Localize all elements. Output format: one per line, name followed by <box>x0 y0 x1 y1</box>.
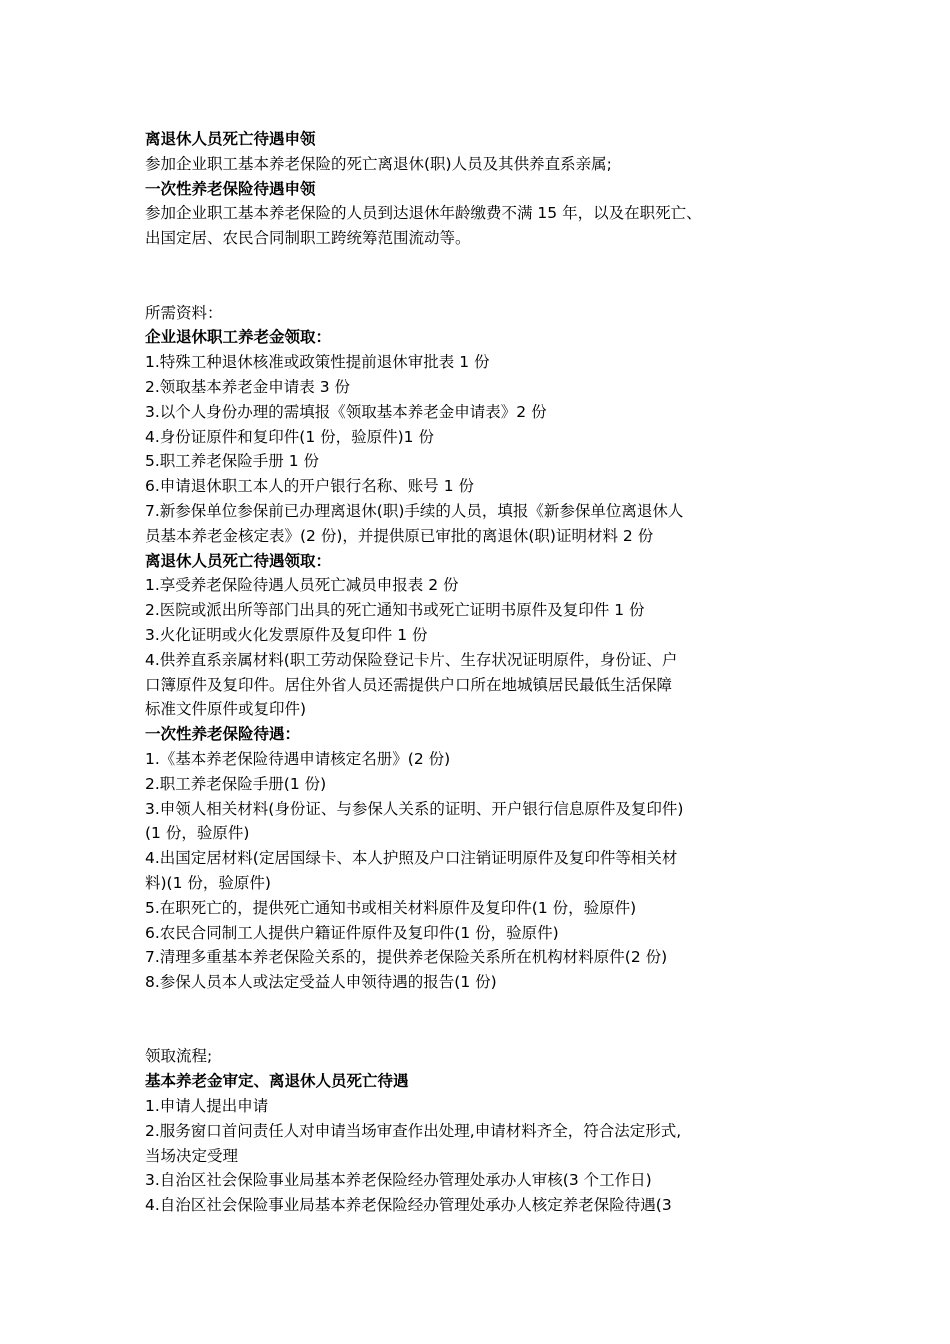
list-item: 3.自治区社会保险事业局基本养老保险经办管理处承办人审核(3 个工作日) <box>145 1171 652 1190</box>
list-item: 2.领取基本养老金申请表 3 份 <box>145 377 351 396</box>
list-item: 口簿原件及复印件。居住外省人员还需提供户口所在地城镇居民最低生活保障 <box>145 675 673 694</box>
list-item: 1.《基本养老保险待遇申请核定名册》(2 份) <box>145 749 451 768</box>
list-item: 5.职工养老保险手册 1 份 <box>145 452 320 471</box>
paragraph-line: 出国定居、农民合同制职工跨统筹范围流动等。 <box>145 229 471 248</box>
list-item: (1 份，验原件) <box>145 824 250 843</box>
list-item: 1.特殊工种退休核准或政策性提前退休审批表 1 份 <box>145 353 490 372</box>
group-heading: 离退休人员死亡待遇领取： <box>145 551 332 570</box>
list-item: 4.身份证原件和复印件(1 份，验原件)1 份 <box>145 427 434 446</box>
list-item: 8.参保人员本人或法定受益人申领待遇的报告(1 份) <box>145 973 497 992</box>
list-item: 7.新参保单位参保前已办理离退休(职)手续的人员，填报《新参保单位离退休人 <box>145 501 684 520</box>
materials-title: 所需资料： <box>145 303 223 322</box>
paragraph-line: 参加企业职工基本养老保险的人员到达退休年龄缴费不满 15 年，以及在职死亡、 <box>145 204 702 223</box>
list-item: 4.出国定居材料(定居国绿卡、本人护照及户口注销证明原件及复印件等相关材 <box>145 849 678 868</box>
group-heading: 企业退休职工养老金领取： <box>145 328 332 347</box>
list-item: 4.供养直系亲属材料(职工劳动保险登记卡片、生存状况证明原件，身份证、户 <box>145 650 678 669</box>
list-item: 2.服务窗口首问责任人对申请当场审查作出处理,申请材料齐全，符合法定形式, <box>145 1121 682 1140</box>
process-title: 领取流程; <box>145 1047 213 1066</box>
document-page <box>145 127 825 1218</box>
list-item: 6.农民合同制工人提供户籍证件原件及复印件(1 份，验原件) <box>145 923 559 942</box>
list-item: 2.医院或派出所等部门出具的死亡通知书或死亡证明书原件及复印件 1 份 <box>145 601 645 620</box>
list-item: 6.申请退休职工本人的开户银行名称、账号 1 份 <box>145 477 475 496</box>
list-item: 2.职工养老保险手册(1 份) <box>145 774 327 793</box>
list-item: 5.在职死亡的，提供死亡通知书或相关材料原件及复印件(1 份，验原件) <box>145 898 637 917</box>
list-item: 3.火化证明或火化发票原件及复印件 1 份 <box>145 625 428 644</box>
list-item: 料)(1 份，验原件) <box>145 873 271 892</box>
list-item: 4.自治区社会保险事业局基本养老保险经办管理处承办人核定养老保险待遇(3 <box>145 1196 672 1215</box>
list-item: 7.清理多重基本养老保险关系的，提供养老保险关系所在机构材料原件(2 份) <box>145 948 668 967</box>
section-heading: 一次性养老保险待遇申领 <box>145 179 316 198</box>
list-item: 员基本养老金核定表》(2 份)，并提供原已审批的离退休(职)证明材料 2 份 <box>145 526 654 545</box>
list-item: 当场决定受理 <box>145 1146 239 1165</box>
paragraph: 参加企业职工基本养老保险的死亡离退休(职)人员及其供养直系亲属; <box>145 154 612 173</box>
group-heading: 一次性养老保险待遇： <box>145 725 301 744</box>
list-item: 3.申领人相关材料(身份证、与参保人关系的证明、开户银行信息原件及复印件) <box>145 799 684 818</box>
spacer <box>145 995 825 1045</box>
section-heading: 离退休人员死亡待遇申领 <box>145 130 316 148</box>
spacer <box>145 251 825 301</box>
process-heading: 基本养老金审定、离退休人员死亡待遇 <box>145 1072 409 1091</box>
list-item: 1.申请人提出申请 <box>145 1097 269 1116</box>
list-item: 标准文件原件或复印件) <box>145 700 307 719</box>
list-item: 3.以个人身份办理的需填报《领取基本养老金申请表》2 份 <box>145 402 547 421</box>
list-item: 1.享受养老保险待遇人员死亡减员申报表 2 份 <box>145 576 459 595</box>
